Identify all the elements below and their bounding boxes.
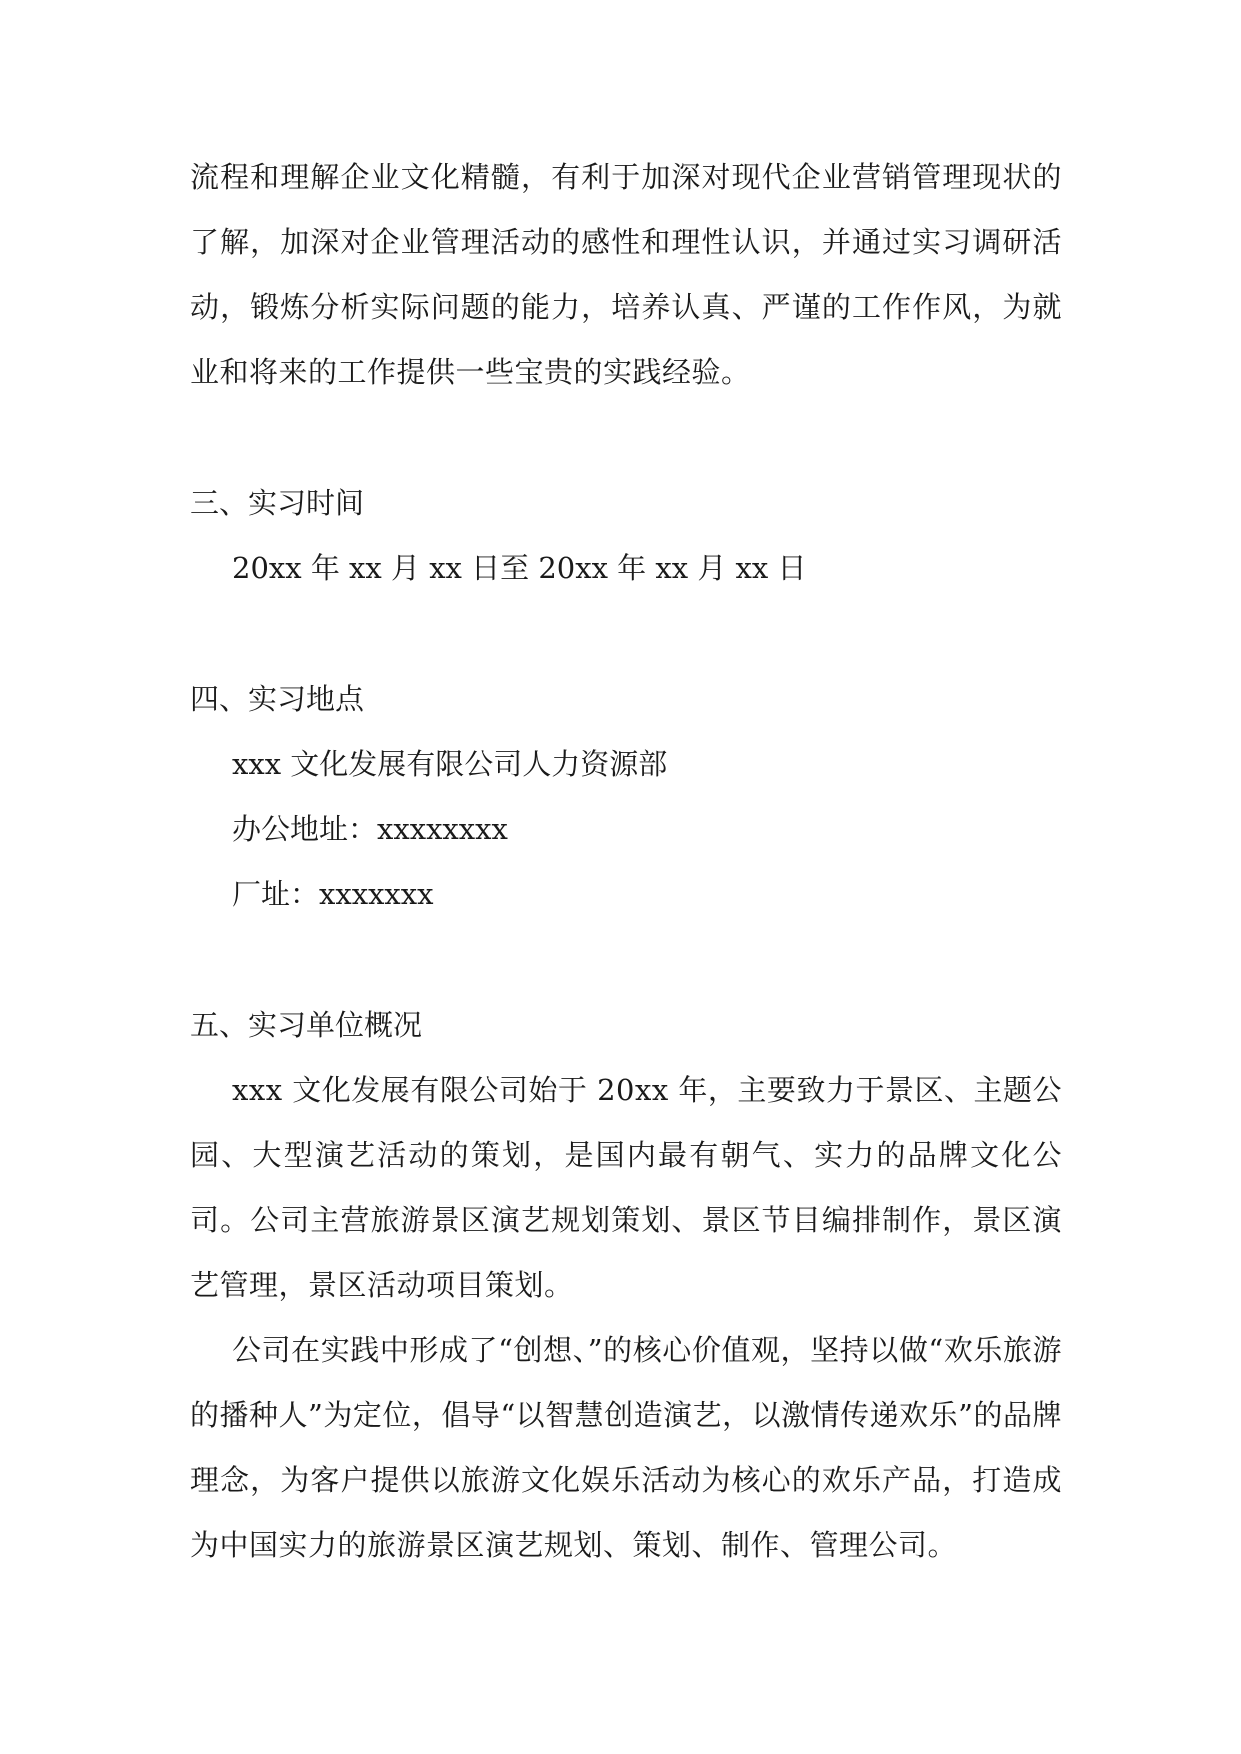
factory-address: 厂址：xxxxxxx [232, 877, 434, 911]
section-heading-overview: 五、实习单位概况 [190, 1008, 423, 1042]
office-address: 办公地址：xxxxxxxx [232, 812, 508, 846]
overview-paragraph-2: 公司在实践中形成了“创想、”的核心价值观，坚持以做“欢乐旅游的播种人”为定位，倡导“以智慧创造演艺，以激情传递欢乐”的品牌理念，为客户提供以旅游文化娱乐活动为核心的欢乐产品，打造成为中国实力的旅游景区演艺规划、策划、制作、管理公司。 [190, 1333, 1062, 1562]
internship-period: 20xx 年 xx 月 xx 日至 20xx 年 xx 月 xx 日 [232, 551, 807, 585]
section-heading-location: 四、实习地点 [190, 682, 365, 716]
intro-paragraph: 流程和理解企业文化精髓，有利于加深对现代企业营销管理现状的了解，加深对企业管理活动的感性和理性认识，并通过实习调研活动，锻炼分析实际问题的能力，培养认真、严谨的工作作风，为就业和将来的工作提供一些宝贵的实践经验。 [190, 160, 1062, 389]
overview-paragraph-1: xxx 文化发展有限公司始于 20xx 年，主要致力于景区、主题公园、大型演艺活动的策划，是国内最有朝气、实力的品牌文化公司。公司主营旅游景区演艺规划策划、景区节目编排制作，景区演艺管理，景区活动项目策划。 [190, 1073, 1062, 1302]
section-spacer [190, 927, 1062, 993]
section-spacer [190, 405, 1062, 471]
section-heading-time: 三、实习时间 [190, 486, 365, 520]
document-body [190, 145, 1062, 1578]
section-spacer [190, 601, 1062, 667]
internship-department: xxx 文化发展有限公司人力资源部 [232, 747, 668, 781]
